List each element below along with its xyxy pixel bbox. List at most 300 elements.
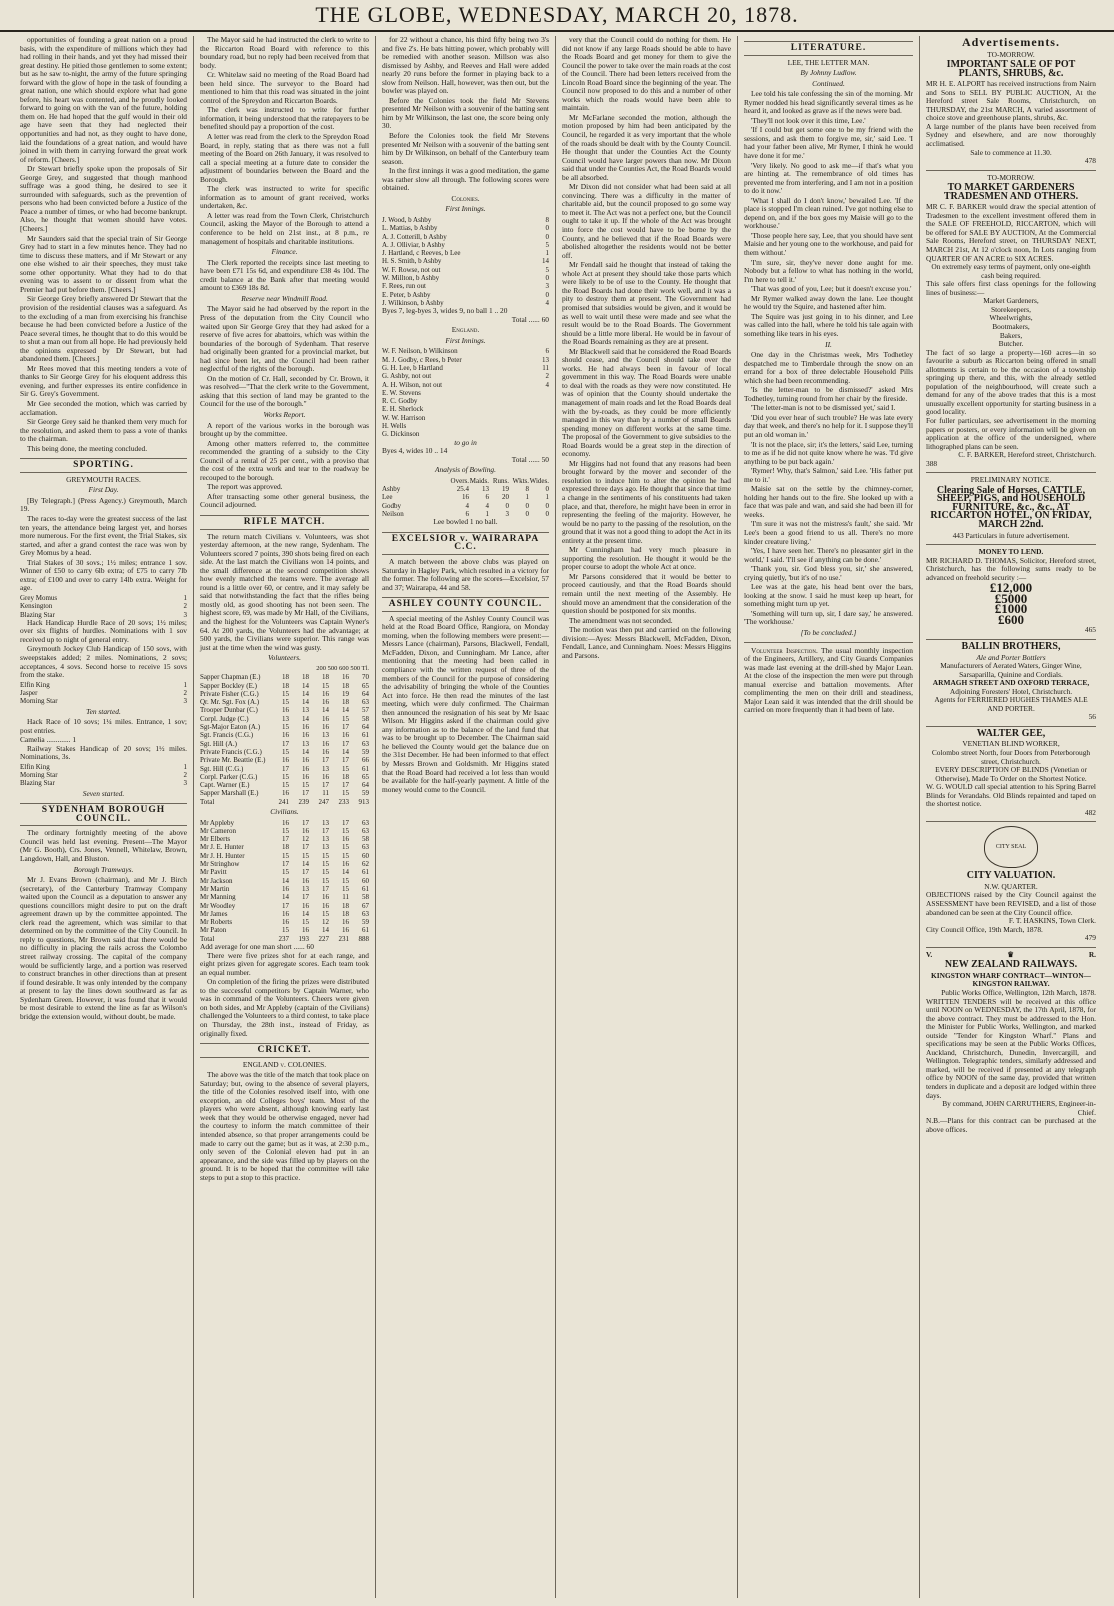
batsman-row	[382, 282, 549, 290]
section-heading: ASHLEY COUNTY COUNCIL.	[382, 597, 549, 612]
row-value: 58	[362, 714, 369, 723]
race-results	[20, 681, 187, 706]
paragraph: for 22 without a chance, his third fifty being two 3's and five 2's. He bats hitting power, which probably will be remedied with another season. Millson was also dismissed by Ashby, and Reeves and Hall were added nearly 20 runs before the former in playing back to a slow from Neilson. Hall, however, was then out, but the bowler was played on.	[382, 36, 549, 96]
row-label: R. C. Godby	[382, 397, 418, 406]
paragraph: A report of the various works in the borough was brought up by the committee.	[200, 420, 369, 439]
placing: 3	[183, 610, 187, 619]
row-value: 17	[322, 884, 329, 893]
bowler-row	[382, 485, 549, 493]
result-row	[20, 779, 187, 787]
subheading: Works Report.	[263, 409, 306, 419]
batsman-row	[382, 381, 549, 389]
row-value: 16	[342, 731, 349, 740]
row-value: 14	[542, 257, 549, 266]
row-value: 64	[362, 689, 369, 698]
placing: 1	[183, 762, 187, 771]
advert-city-valuation	[926, 826, 1096, 947]
paragraph: The Squire was just going in to his dinner, and Lee was called into the hall, where he told his tale again with something like tears in his eyes.	[744, 311, 913, 338]
placing: 2	[183, 602, 187, 611]
row-value: 888	[358, 934, 369, 943]
bowler-row	[382, 493, 549, 501]
row-value	[529, 405, 549, 413]
score-row	[200, 740, 369, 748]
row-value: 227	[318, 934, 329, 943]
row-value: 14	[302, 698, 309, 707]
row-value: 59	[362, 918, 369, 927]
row-label: Trooper Dunbar (C.)	[200, 706, 258, 715]
row-value: 16	[342, 673, 349, 682]
column-3	[376, 36, 556, 1598]
row-value: 15	[282, 781, 289, 790]
row-value: 8	[545, 215, 549, 224]
row-value: 61	[362, 884, 369, 893]
ad-signature: C. F. BARKER, Hereford street, Christchurch.	[958, 450, 1096, 460]
row-value: 15	[322, 876, 329, 885]
row-value: 16	[322, 893, 329, 902]
row-value: 16	[302, 764, 309, 773]
ad-body: Adjoining Foresters' Hotel, Christchurch.	[949, 686, 1073, 696]
row-value: 14	[342, 706, 349, 715]
paragraph: Mr Blackwell said that he considered the Road Boards should cease, and the Council should take over the works. He had always been in favour of local government in this way. The Road Boards were unable to deal with the roads as they were now constituted. He was of opinion that the County should undertake the management of main roads and let the Road Boards deal with the by-roads, as they could be more efficiently managed in this way than by a number of small Boards spending money on different works at the same time. The proposal of the Government to give subsidies to the Road Boards would be a great step in the direction of economy.	[562, 346, 731, 459]
team-heading: England.	[451, 325, 480, 335]
row-value: 18	[342, 901, 349, 910]
row-label: Sgt. Francis (C.G.)	[200, 731, 254, 740]
ad-title: IMPORTANT SALE OF POT PLANTS, SHRUBS, &c.	[946, 59, 1076, 79]
row-label: Private Mr. Beattie (E.)	[200, 756, 266, 765]
row-value: 14	[302, 714, 309, 723]
horse: Jasper	[20, 688, 38, 697]
row-value: 16	[322, 772, 329, 781]
score-row	[200, 781, 369, 789]
row-value: 18	[342, 698, 349, 707]
score-row	[200, 748, 369, 756]
run-in-heading: Volunteer Inspection.	[751, 645, 818, 655]
cipher-r: R.	[1088, 949, 1096, 959]
placing: 1	[183, 593, 187, 602]
row-value: 64	[362, 781, 369, 790]
row-value: 17	[342, 739, 349, 748]
paragraph: The report was approved.	[207, 482, 283, 492]
loan-amount: £12,000	[989, 580, 1033, 596]
row-label: Sapper Chapman (E.)	[200, 673, 261, 682]
ad-timing: MONEY TO LEND.	[978, 547, 1044, 557]
row-label: W. W. Harrison	[382, 413, 426, 422]
score-row	[200, 918, 369, 926]
row-value: 17	[322, 756, 329, 765]
ad-body: EVERY DESCRIPTION OF BLINDS (Venetian or Otherwise), Made To Order on the Shortest Notice.	[935, 765, 1087, 783]
row-value: 15	[322, 851, 329, 860]
row-value: 239	[298, 797, 309, 806]
score-row	[200, 715, 369, 723]
paragraph: Lee was at the gate, his head bent over the bars, looking at the snow. I said he must keep up heart, for something might turn up yet.	[744, 582, 913, 609]
advert-nz-railways	[926, 951, 1096, 1138]
paragraph: 'Thank you, sir. God bless you, sir,' she answered, crying quietly, 'but it's of no use.'	[744, 564, 913, 582]
row-value: 2	[545, 372, 549, 381]
row-label: A. J. Cotterill, b Ashby	[382, 232, 447, 241]
paragraph: 'Something will turn up, sir, I dare say,' he answered. 'The workhouse.'	[744, 608, 913, 627]
batsman-row	[382, 397, 549, 405]
row-value: 63	[362, 698, 369, 707]
row-value: 17	[282, 901, 289, 910]
row-value: 13	[282, 714, 289, 723]
row-value: 17	[302, 843, 309, 852]
row-label: Sgt-Major Eaton (A.)	[200, 723, 261, 732]
volunteers-scores	[200, 673, 369, 806]
row-label: Mr Martin	[200, 884, 230, 893]
row-value: 14	[342, 747, 349, 756]
row-value: Wkts.	[512, 476, 529, 485]
paragraph-text: The usual monthly inspection of the Engineers, Artillery, and City Guards Companies was made last evening at the drill-shed by Major Lean. At the close of the inspection the men were put through manual exercise and battalion movements. After complimenting the men on their drill and steadiness, Major Lean said it was intended that the drill should be carried on more frequently than it had been of late.	[744, 645, 913, 715]
row-value: Overs.	[450, 476, 469, 485]
paragraph: Lee told his tale confessing the sin of the morning. Mr Rymer nodded his head significantly several times as he heard it, and looked as grave as if the news were bad.	[744, 89, 913, 116]
row-value: 13	[302, 884, 309, 893]
row-value: 18	[282, 843, 289, 852]
result-row	[20, 594, 187, 602]
trade-list	[926, 297, 1096, 348]
row-label: Private Francis (C.G.)	[200, 747, 262, 756]
row-label: Mr Pavitt	[200, 868, 227, 877]
subheading: Volunteers.	[267, 653, 302, 663]
row-value: 17	[342, 723, 349, 732]
paragraph: The clerk was instructed to write for specific information as to amount of grant received, works undertaken, &c.	[200, 184, 369, 211]
row-label: Total	[200, 797, 215, 806]
ad-body: W. G. WOULD call special attention to his Spring Barrel Blinds for Verandahs. Old Blinds repainted and taped on the shortest notice.	[926, 782, 1096, 809]
row-label: M. J. Godby, c Rees, b Peter	[382, 355, 462, 364]
placing: 3	[183, 697, 187, 706]
row-value: 65	[362, 772, 369, 781]
row-value: 6	[545, 347, 549, 356]
paragraph: The amendment was not seconded.	[569, 615, 673, 625]
paragraph: One day in the Christmas week, Mrs Todhetley despatched me to Timberdale through the snow on an errand for a box of three delectable Household Pills which she had been recommending.	[744, 350, 913, 385]
row-label: Godby	[382, 501, 402, 510]
paragraph: Mr Higgins had not found that any reasons had been brought forward by the mover and seconder of the resolution to induce him to alter the opinion he had expressed three days ago. He thought that since that time a change in the sentiments of his constituents had taken place, and that, therefore, he might have been in error in representing the feeling of the majority. However, he would be no party to the passing of the resolution, on the ground that it was not a good thing to adopt the Act in its entirety at the present time.	[562, 458, 731, 545]
row-value: 5	[545, 240, 549, 249]
row-label: G. Dickinson	[382, 430, 420, 439]
row-value: 0	[545, 224, 549, 233]
row-value: 19	[342, 689, 349, 698]
story-title: LEE, THE LETTER MAN.	[787, 57, 870, 67]
paragraph: The Clerk reported the receipts since last meeting to have been £71 15s 6d, and expenditure £38 4s 10d. The credit balance at the Bank after that meeting would amount to £369 18s 8d.	[200, 257, 369, 293]
row-value: 61	[362, 731, 369, 740]
ad-number: 482	[1084, 807, 1096, 817]
innings-total: Total ...... 50	[511, 454, 549, 464]
row-value: 65	[362, 681, 369, 690]
paragraph: 'If I could but get some one to be my friend with the sessions, and ask them to forgive me, sir,' said Lee. 'I had your father been alive, Mr Rymer, I think he would have done it for me.'	[744, 125, 913, 161]
batsman-row	[382, 257, 549, 265]
row-value: 14	[282, 876, 289, 885]
row-value: 18	[322, 673, 329, 682]
row-value: 14	[302, 860, 309, 869]
row-value: 17	[342, 756, 349, 765]
row-value: Runs.	[492, 476, 509, 485]
row-value: 4	[545, 298, 549, 307]
masthead: THE GLOBE, WEDNESDAY, MARCH 20, 1878.	[0, 0, 1114, 32]
row-label: J. Wood, b Ashby	[382, 215, 432, 224]
row-value: 13	[542, 355, 549, 364]
row-label: Mr J. E. Hunter	[200, 843, 244, 852]
trade-item: Wheelwrights,	[989, 313, 1033, 323]
row-value: 0	[545, 274, 549, 283]
ad-body: Colombo street North, four Doors from Peterborough street, Christchurch.	[931, 748, 1091, 766]
row-value: 0	[545, 510, 549, 519]
score-row	[200, 885, 369, 893]
row-value: 6	[485, 493, 489, 502]
row-label: Private Fisher (C.G.)	[200, 689, 259, 698]
batsman-row	[382, 422, 549, 430]
row-value: 14	[302, 681, 309, 690]
row-value: 16	[282, 918, 289, 927]
row-label: Mr J. H. Hunter	[200, 851, 245, 860]
row-value: 17	[322, 826, 329, 835]
row-value	[529, 389, 549, 397]
score-row	[200, 893, 369, 901]
paragraph: A special meeting of the Ashley County Council was held at the Road Board Office, Rangiora, on Monday morning, when the following members were present:—Messrs Lance (chairman), Parsons, Blackwell, Fendall, McFadden, Dixon, and Cunningham. Mr Lance, after mentioning that the meeting had been called in compliance with the written request of three of the members of the Council for the purpose of considering the advisability of bringing the whole of the Counties Act into force. He then read the minutes of the last meeting, which were duly confirmed. The Chairman then announced the resignation of his seat by Mr Isaac Wilson. Mr Higgins asked if the chairman could give any information as to the balance of the land fund that was to be brought up to December. The Chairman said he believed the County would get the balance due on the 31st December. He had been informed to that effect by Messrs Brown and Goldsmith. Mr Higgins stated that the Road Board had received a lot less than would be available for the half-yearly payment. A little of the money would come to the Council.	[382, 613, 549, 794]
paragraph: The Mayor said he had instructed the clerk to write to the Riccarton Road Board with reference to this boundary road, but no reply had been received from that body.	[200, 36, 369, 70]
row-value	[529, 397, 549, 405]
row-value: 61	[362, 764, 369, 773]
row-value: 0	[525, 501, 529, 510]
row-value: 15	[302, 851, 309, 860]
row-label: L. Mattias, b Ashby	[382, 224, 438, 233]
ad-number: 479	[1084, 933, 1096, 943]
starters-note: Seven started.	[82, 788, 125, 798]
batsman-row	[382, 347, 549, 355]
row-value: 16	[282, 884, 289, 893]
race-results	[20, 594, 187, 619]
result-row	[20, 602, 187, 610]
row-value: 16	[322, 723, 329, 732]
crown-icon: ♛	[1007, 949, 1014, 959]
row-value: 70	[362, 673, 369, 682]
trade-item: Butcher.	[998, 339, 1024, 349]
paragraph: 'I'm sure, sir, they've never done aught for me. Nobody but a fellow to what has nothing in the world, I'm here to tell it.'	[744, 257, 913, 284]
row-value: 60	[362, 851, 369, 860]
score-row	[200, 835, 369, 843]
row-value: 16	[282, 731, 289, 740]
ad-body: MR RICHARD D. THOMAS, Solicitor, Hereford street, Christchurch, has the following sums ready to be advanced on freehold security :—	[926, 555, 1096, 582]
row-value: 16	[322, 689, 329, 698]
row-value: 0	[545, 290, 549, 299]
subheading: Analysis of Bowling.	[435, 465, 496, 475]
row-value: 11	[542, 363, 549, 372]
row-label: Sgt. Hill (A.)	[200, 739, 237, 748]
row-label: Mr Jackson	[200, 876, 233, 885]
paragraph: Before the Colonies took the field Mr Stevens presented Mr Neilson with a souvenir of the batting sent him by Mr Wilkinson, the last one, the score being only 30.	[382, 95, 549, 131]
result-row	[20, 771, 187, 779]
paragraph: Sir George Grey said he thanked them very much for the resolution, and asked them to pass a vote of thanks to the chairman.	[20, 417, 187, 444]
trade-item: Bootmakers,	[992, 321, 1030, 331]
advertisements-heading: Advertisements.	[962, 36, 1060, 49]
row-label: Mr Paton	[200, 926, 227, 935]
loan-amount: £1000	[994, 601, 1028, 617]
advert-riccarton-freehold	[926, 174, 1096, 474]
row-value: 15	[342, 714, 349, 723]
row-value: 16	[342, 918, 349, 927]
paragraph: 'Did you ever hear of such trouble? He was late every day that week, and there's no help for it. I suppose they'll put an old woman in.'	[744, 412, 913, 439]
ad-timing: TO-MORROW.	[987, 49, 1035, 59]
row-label: Mr Appleby	[200, 818, 235, 827]
paragraph: This being done, the meeting concluded.	[27, 443, 148, 453]
ad-note-text: Particulars in future advertisement.	[965, 530, 1070, 540]
row-value: 15	[282, 868, 289, 877]
row-value: 15	[282, 926, 289, 935]
row-label: H. S. Smith, b Ashby	[382, 257, 442, 266]
ad-body: This sale offers first class openings for the following lines of business:—	[926, 279, 1096, 297]
row-value: 16	[322, 747, 329, 756]
row-label: W. F. Neilson, b Wilkinson	[382, 347, 458, 356]
row-value: 16	[302, 901, 309, 910]
paragraph: Among other matters referred to, the committee recommended the granting of a subsidy to the City Council of a rental of 25 per cent., with a proviso that the cost of the extra work and tear to the roadway be recouped to the borough.	[200, 438, 369, 482]
paragraph: Maisie sat on the settle by the chimney-corner, holding her hands out to the fire. She looked up with a face that was pale and wan, and said she had been ill for weeks.	[744, 484, 913, 519]
advert-money-to-lend	[926, 548, 1096, 640]
row-value: 12	[302, 835, 309, 844]
ad-signature: F. T. HASKINS, Town Clerk.	[1008, 916, 1096, 926]
row-value: 16	[342, 835, 349, 844]
ad-note: N.B.—Plans for this contract can be purchased at the above offices.	[926, 1116, 1096, 1134]
advert-walter-gee	[926, 727, 1096, 822]
row-value: 237	[278, 934, 289, 943]
subheading: Borough Tramways.	[73, 864, 134, 874]
horse: Elfin King	[20, 762, 50, 771]
article-title: GREYMOUTH RACES.	[66, 474, 141, 484]
row-value: 1	[525, 493, 529, 502]
row-value: 16	[322, 698, 329, 707]
team-heading: Colonies.	[451, 193, 480, 203]
row-value: 63	[362, 826, 369, 835]
paragraph: There were five prizes shot for at each range, and eight prizes given for aggregate scores. Each team took an equal number.	[200, 950, 369, 977]
ad-body: The fact of so large a property—160 acres—in so favourite a suburb as Riccarton being offered in small allotments is certain to be the occasion of a township springing up there, and this, with the already settled population of the neighbourhood, will create such a demand for any of the above trades that this is a most unusually excellent opportunity for starting business in a good locality.	[926, 347, 1096, 417]
row-value: 17	[282, 860, 289, 869]
placing: 3	[183, 779, 187, 788]
score-row	[200, 706, 369, 714]
row-label: Mr Stringhow	[200, 860, 240, 869]
ad-address: ARMAGH STREET AND OXFORD TERRACE,	[932, 678, 1090, 688]
placing: 2	[183, 688, 187, 697]
row-value: 15	[342, 843, 349, 852]
row-value: 16	[282, 818, 289, 827]
row-value: 15	[342, 789, 349, 798]
row-value: 16	[342, 860, 349, 869]
row-value: 58	[362, 893, 369, 902]
ad-body: For fuller particulars, see advertisement in the morning papers or posters, or every information will be given on application at the office of the undersigned, where lithographed plans can be seen.	[926, 415, 1096, 451]
row-value: 64	[362, 723, 369, 732]
advert-clearing-sale	[926, 476, 1096, 545]
ad-number: 443	[952, 530, 964, 540]
row-label: E. H. Sherlock	[382, 405, 424, 414]
row-value: 16	[302, 756, 309, 765]
score-row	[200, 926, 369, 934]
royal-cipher	[926, 951, 1096, 960]
row-value: 13	[302, 706, 309, 715]
row-label: Sapper Bockley (E.)	[200, 681, 257, 690]
loan-amount: £600	[998, 611, 1024, 627]
score-row	[200, 765, 369, 773]
paragraph: 'Those people here say, Lee, that you should have sent Maisie and her young one to the workhouse, and paid for them without.'	[744, 230, 913, 258]
race-conditions: Greymouth Jockey Club Handicap of 150 sovs, with sweepstakes added; 2 miles. Nominations, 2 sovs; acceptances, 4 sovs. Second horse to receive 15 sovs from the stake.	[20, 644, 187, 680]
row-value: 13	[322, 818, 329, 827]
row-value: 14	[342, 868, 349, 877]
section-heading: CRICKET.	[200, 1043, 369, 1058]
row-value	[529, 430, 549, 438]
row-value: 62	[362, 860, 369, 869]
row-label: W. Millton, b Ashby	[382, 274, 440, 283]
row-value: 0	[545, 485, 549, 494]
paragraph: 'Very likely. No good to ask me—if that's what you are hinting at. The remembrance of old times has prevented me from interfering, and I am not in a position to do it now.'	[744, 160, 913, 196]
row-value: 14	[302, 747, 309, 756]
row-value: 18	[342, 681, 349, 690]
row-label: Total	[200, 934, 215, 943]
row-value: 15	[282, 689, 289, 698]
paragraph: 'I'm sure it was not the mistress's fault,' she said. 'Mr Lee's been a good friend to us all. There's no more kinder creature living.'	[744, 519, 913, 546]
paragraph: Mr Rymer walked away down the lane. Lee thought he would try the Squire, and hastened after him.	[744, 293, 913, 312]
row-label: Sgt. Hill (C.G.)	[200, 764, 244, 773]
innings-heading: First Innings.	[445, 335, 486, 345]
horse: Blazing Star	[20, 779, 55, 788]
row-value: 63	[362, 739, 369, 748]
row-value: 19	[502, 485, 509, 494]
batsman-row	[382, 241, 549, 249]
row-label: Capt. Warner (E.)	[200, 781, 250, 790]
row-value: 16	[322, 901, 329, 910]
row-value: 1	[485, 510, 489, 519]
ad-title: Clearing Sale of Horses, CATTLE, SHEEP, PIGS, and HOUSEHOLD FURNITURE, &c., &c., AT RICCARTON HOTEL, ON FRIDAY, MARCH 22nd.	[930, 484, 1092, 530]
score-row	[200, 731, 369, 739]
bowler-row	[382, 477, 549, 485]
row-value: 16	[282, 909, 289, 918]
row-value: 0	[545, 501, 549, 510]
average-note: Add average for one man short ...... 60	[200, 942, 314, 952]
placing: 2	[183, 771, 187, 780]
score-row	[200, 902, 369, 910]
row-value: 14	[302, 689, 309, 698]
ad-body: Manufacturers of Aerated Waters, Ginger Wine, Sarsaparilla, Quinine and Cordials.	[940, 661, 1082, 679]
row-label: Ashby	[382, 485, 401, 494]
ad-terms: On extremely easy terms of payment, only one-eighth cash being required.	[931, 262, 1091, 280]
row-value: 25.4	[456, 485, 469, 494]
row-label: Neilson	[382, 510, 404, 519]
section-heading: RIFLE MATCH.	[200, 515, 369, 530]
row-value: 15	[342, 826, 349, 835]
paragraph: 'The letter-man is not to be dismissed yet,' said I.	[751, 403, 896, 413]
row-value: 58	[362, 835, 369, 844]
paragraph: 'That was good of you, Lee; but it doesn't excuse you.'	[751, 284, 912, 294]
row-value: 16	[302, 723, 309, 732]
batsman-row	[382, 389, 549, 397]
subheading: Civilians.	[270, 807, 299, 817]
paragraph: Dr Stewart briefly spoke upon the proposals of Sir George Grey, and suggested that though manhood suffrage was a good thing, he desired to see it surrounded with safeguards, such as the prevention of persons who had been convicted before a Justice of the Peace a number of times, or who had become bankrupt. Also, he thought that women should have votes. [Cheers.]	[20, 164, 187, 234]
row-value: 13	[322, 835, 329, 844]
section-heading: EXCELSIOR v. WAIRARAPA C.C.	[382, 532, 549, 555]
paragraph: Sir George Grey briefly answered Dr Stewart that the provision of the residential clauses was a safeguard. As to the excluding of a man from exercising his franchise because he had been convicted before a Justice of the Peace several times, he thought that to do this would be to shut a man out from all hope. He had previously held the opinions expressed by Dr Stewart, but had abandoned them. [Cheers.]	[20, 294, 187, 364]
paragraph: Mr Dixon did not consider what had been said at all convincing. There was a difficulty in the matter of charitable aid, but the council proposed to go some way to meet it. The Act was not a perfect one, but the Council ought to take it up. If the whole of the Act was brought into force the cost would have to be borne by the County, and he believed that if the Road Boards were abolished altogether the residents would not be better off.	[562, 182, 731, 260]
extras: Byes 7, leg-byes 3, wides 9, no ball 1 .. 20	[382, 306, 508, 316]
civilians-scores	[200, 819, 369, 943]
loan-amount: £5000	[994, 590, 1028, 606]
row-value: 18	[282, 681, 289, 690]
colonies-scorecard	[382, 216, 549, 307]
row-label: Mr Manning	[200, 893, 236, 902]
ad-body: Agents for FERRIERED HUGHES THAMES ALE AND PORTER.	[934, 695, 1088, 713]
row-value: 16	[302, 731, 309, 740]
ad-title: TO MARKET GARDENERS TRADESMEN AND OTHERS.	[943, 182, 1079, 202]
subheading: Finance.	[271, 247, 298, 257]
innings-heading: First Innings.	[445, 204, 486, 214]
row-label: J. Hartland, c Reeves, b Lee	[382, 249, 461, 258]
paragraph: Mr Saunders said that the special train of Sir George Grey had to start in a few minutes hence. They had no time to discuss these matters, and if Mr Stewart or any one else wished to air their speeches, they must take some other opportunity. What they had to do that evening was to assent to or dissent from what the Premier had put before them. [Cheers.]	[20, 233, 187, 294]
row-value: 63	[362, 818, 369, 827]
row-value: 59	[362, 747, 369, 756]
byline: By Johnny Ludlow.	[800, 68, 857, 78]
